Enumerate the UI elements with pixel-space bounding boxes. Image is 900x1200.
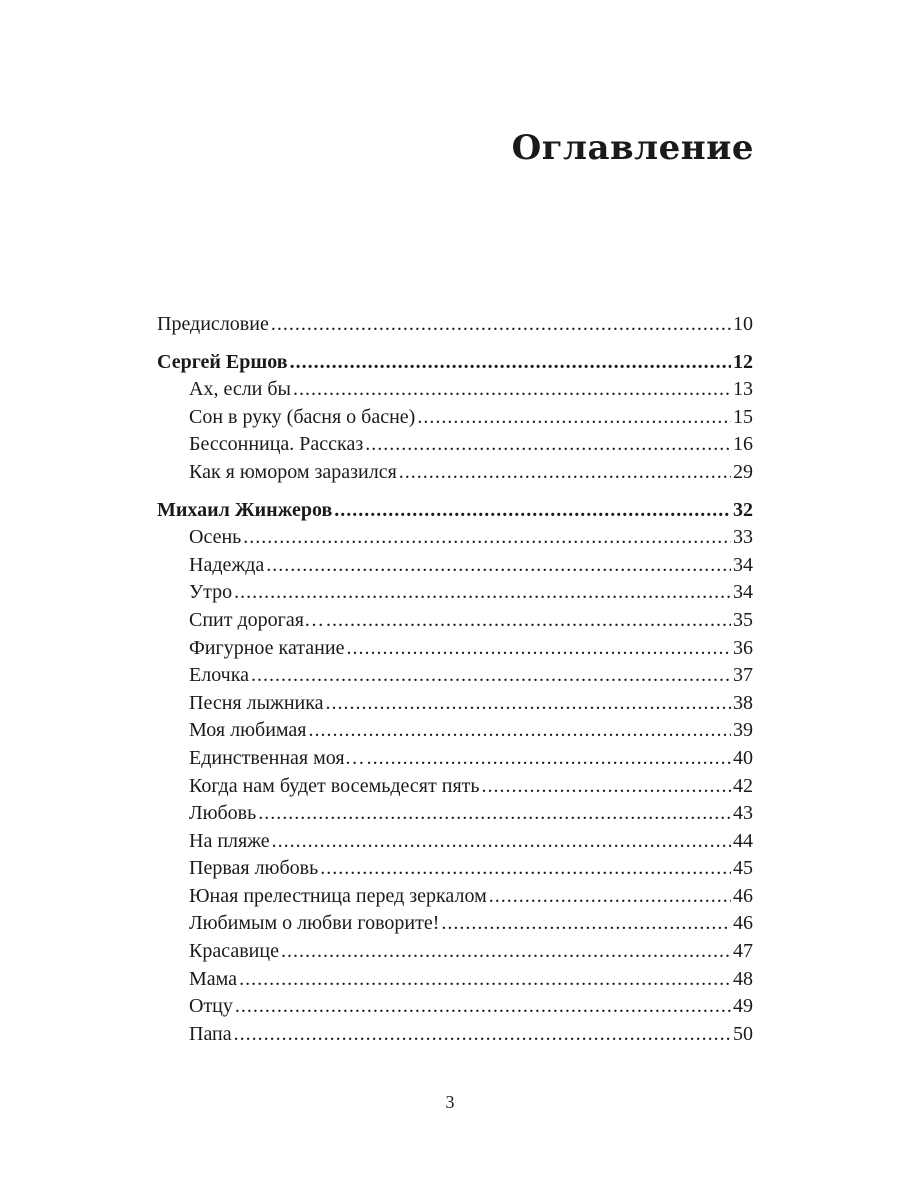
toc-entry-page: 29 xyxy=(733,460,753,483)
toc-entry xyxy=(157,552,753,580)
toc-entry-page: 33 xyxy=(733,526,753,549)
toc-entry xyxy=(157,745,753,773)
toc-entry-page: 16 xyxy=(733,433,753,456)
toc-entry-page: 42 xyxy=(733,774,753,797)
page-number: 3 xyxy=(445,1092,455,1112)
toc-entry-title: Папа xyxy=(189,1022,232,1045)
toc-entry xyxy=(157,311,753,339)
dot-leader xyxy=(234,1021,731,1049)
toc-entry xyxy=(157,910,753,938)
toc-entry xyxy=(157,800,753,828)
toc-entry xyxy=(157,883,753,911)
dot-leader xyxy=(281,938,731,966)
toc-entry xyxy=(157,773,753,801)
toc-entry-page: 50 xyxy=(733,1022,753,1045)
toc-entry xyxy=(157,404,753,432)
toc-entry-page: 40 xyxy=(733,746,753,769)
toc-entry-title: Сергей Ершов xyxy=(157,350,288,373)
toc-entry-title: Сон в руку (басня о басне) xyxy=(189,405,416,428)
dot-leader xyxy=(417,404,731,432)
toc-entry xyxy=(157,828,753,856)
toc-entry-title: Ах, если бы xyxy=(189,378,291,401)
toc-entry-page: 39 xyxy=(733,719,753,742)
dot-leader xyxy=(441,910,731,938)
toc-entry xyxy=(157,524,753,552)
toc-entry xyxy=(157,635,753,663)
toc-entry xyxy=(157,376,753,404)
toc-entry xyxy=(157,717,753,745)
toc-entry xyxy=(157,431,753,459)
toc-entry-page: 43 xyxy=(733,802,753,825)
dot-leader xyxy=(271,311,731,339)
toc-entry xyxy=(157,855,753,883)
toc-entry xyxy=(157,690,753,718)
toc-entry-title: Утро xyxy=(189,581,233,604)
toc-entry-page: 12 xyxy=(733,350,753,373)
toc-entry-title: Мама xyxy=(189,967,238,990)
toc-entry-title: Бессонница. Рассказ xyxy=(189,433,364,456)
toc-entry-title: Песня лыжника xyxy=(189,691,324,714)
toc-entry-title: Юная прелестница перед зеркалом xyxy=(189,884,487,907)
toc-entry xyxy=(157,579,753,607)
dot-leader xyxy=(239,966,731,994)
dot-leader xyxy=(326,690,731,718)
toc-entry-title: Моя любимая xyxy=(189,719,307,742)
toc-entry-title: Красавице xyxy=(189,940,279,963)
toc-entry-page: 10 xyxy=(733,313,753,335)
dot-leader xyxy=(266,552,731,580)
toc-entry-page: 36 xyxy=(733,636,753,659)
dot-leader xyxy=(367,745,731,773)
toc-entry-page: 37 xyxy=(733,664,753,687)
toc-entry-page: 45 xyxy=(733,857,753,880)
toc-entry-page: 47 xyxy=(733,940,753,963)
toc-entry-title: Любимым о любви говорите! xyxy=(189,912,440,935)
dot-leader xyxy=(399,459,731,487)
toc-entry-title: Надежда xyxy=(189,553,265,576)
page-title: Оглавление xyxy=(511,128,754,168)
toc-entry-title: Любовь xyxy=(189,802,257,825)
toc-entry-title: Елочка xyxy=(189,664,250,687)
dot-leader xyxy=(320,855,731,883)
toc-entry-page: 46 xyxy=(733,884,753,907)
toc-entry-page: 46 xyxy=(733,912,753,935)
toc-entry-title: Михаил Жинжеров xyxy=(157,498,333,521)
toc-entry-page: 34 xyxy=(733,581,753,604)
toc-entry-title: Спит дорогая… xyxy=(189,608,324,631)
dot-leader xyxy=(235,993,731,1021)
dot-leader xyxy=(489,883,731,911)
toc-entry xyxy=(157,993,753,1021)
toc-entry-title: Когда нам будет восемьдесят пять xyxy=(189,774,480,797)
toc-entry-title: Осень xyxy=(189,526,242,549)
dot-leader xyxy=(293,376,731,404)
toc-entry-page: 49 xyxy=(733,995,753,1018)
toc-entry-title: На пляже xyxy=(189,829,270,852)
toc-entry-page: 15 xyxy=(733,405,753,428)
toc-entry-title: Первая любовь xyxy=(189,857,319,880)
dot-leader xyxy=(482,773,732,801)
dot-leader xyxy=(272,828,731,856)
toc-entry-page: 13 xyxy=(733,378,753,401)
toc-entry-title: Фигурное катание xyxy=(189,636,345,659)
dot-leader xyxy=(234,579,731,607)
toc-section-entry xyxy=(157,349,753,377)
toc-entry xyxy=(157,966,753,994)
toc-section-entry xyxy=(157,497,753,525)
toc-entry xyxy=(157,662,753,690)
toc-entry xyxy=(157,938,753,966)
toc-entry-page: 48 xyxy=(733,967,753,990)
toc-entry-title: Отцу xyxy=(189,995,233,1018)
dot-leader xyxy=(243,524,731,552)
dot-leader xyxy=(290,349,731,377)
toc-entry-page: 44 xyxy=(733,829,753,852)
toc-entry-title: Единственная моя… xyxy=(189,746,365,769)
dot-leader xyxy=(334,497,731,525)
dot-leader xyxy=(326,607,731,635)
toc-entry xyxy=(157,607,753,635)
toc-entry-title: Предисловие xyxy=(157,313,269,335)
dot-leader xyxy=(309,717,732,745)
dot-leader xyxy=(251,662,731,690)
dot-leader xyxy=(346,635,731,663)
toc-entry-page: 35 xyxy=(733,608,753,631)
toc-entry-page: 38 xyxy=(733,691,753,714)
dot-leader xyxy=(258,800,731,828)
toc-entry xyxy=(157,1021,753,1049)
toc-entry-page: 34 xyxy=(733,553,753,576)
dot-leader xyxy=(365,431,731,459)
toc-entry-page: 32 xyxy=(733,498,753,521)
toc-entry xyxy=(157,459,753,487)
table-of-contents xyxy=(157,311,753,1048)
toc-entry-title: Как я юмором заразился xyxy=(189,460,397,483)
